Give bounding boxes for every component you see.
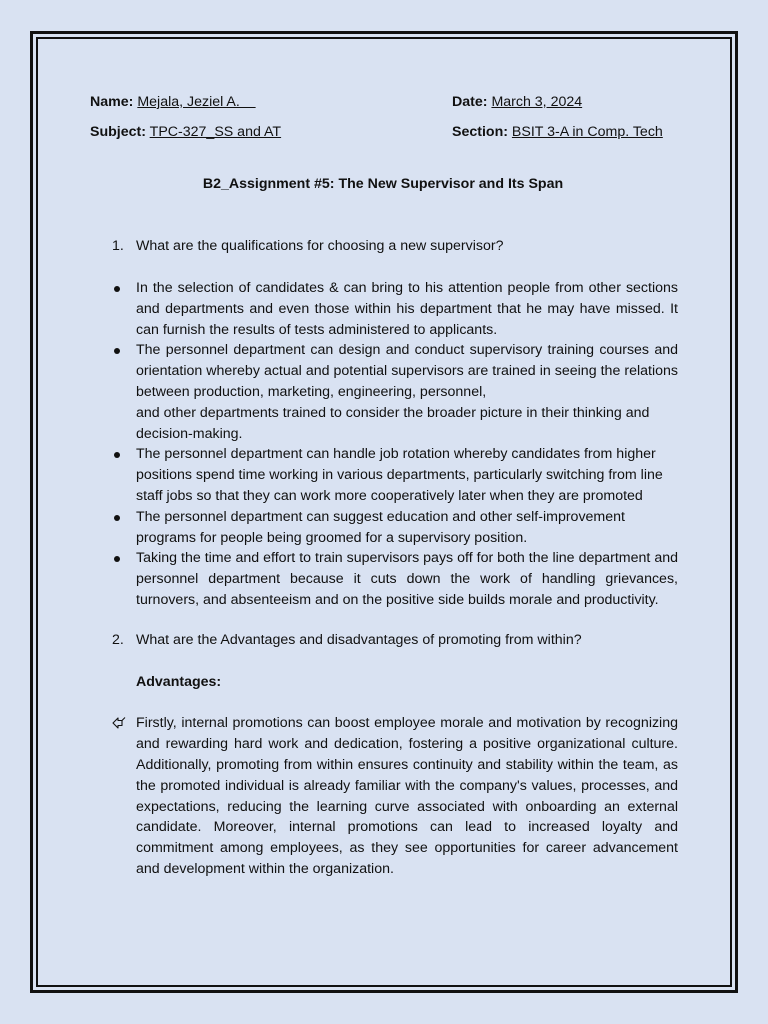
name-value: Mejala, Jeziel A. [137, 94, 256, 110]
subject-label: Subject: [90, 123, 146, 140]
list-item [90, 444, 678, 506]
question-1 [112, 236, 678, 257]
question-2-number: 2. [112, 631, 124, 648]
date-field [452, 92, 678, 113]
header-row-1 [90, 92, 678, 113]
list-item [90, 340, 678, 444]
list-item [90, 278, 678, 340]
list-item-text: The personnel department can handle job rotation whereby candidates from higher positions spend time working in various departments, particularly switching from line staff jobs so that they can work more cooperatively later when they are promoted [136, 446, 663, 504]
section-value: BSIT 3-A in Comp. Tech [511, 123, 663, 140]
name-field [90, 92, 452, 113]
list-item-text-continued: and other departments trained to consider the broader picture in their thinking and decision-making. [136, 404, 650, 442]
advantages-heading: Advantages: [136, 673, 222, 690]
arrow-bullet-icon [112, 715, 126, 729]
question-1-number: 1. [112, 238, 124, 255]
advantages-paragraph [90, 713, 678, 879]
list-item-text: In the selection of candidates & can bring to his attention people from other sections and departments and even those within his department that he may have missed. It can furnish the results of tests administered to applicants. [136, 279, 678, 338]
list-item-text: Taking the time and effort to train supervisors pays off for both the line department and personnel department because it cuts down the work of handling grievances, turnovers, and absenteeism and on the positive side builds morale and productivity. [136, 550, 678, 608]
header-row-2 [90, 122, 678, 143]
qualifications-list [90, 278, 678, 611]
subject-value: TPC-327_SS and AT [149, 123, 282, 140]
section-field [452, 122, 678, 143]
date-label: Date: [452, 94, 488, 110]
list-item [90, 548, 678, 610]
document-body [90, 92, 678, 880]
section-label: Section: [452, 123, 508, 140]
list-item [90, 507, 678, 549]
assignment-title: B2_Assignment #5: The New Supervisor and Its Span [202, 176, 564, 193]
question-2 [112, 630, 678, 651]
name-label: Name: [90, 94, 134, 110]
list-item-text: The personnel department can suggest education and other self-improvement programs for people being groomed for a supervisory position. [136, 508, 625, 546]
question-1-text: What are the qualifications for choosing a new supervisor? [136, 238, 504, 255]
list-item-text: The personnel department can design and conduct supervisory training courses and orientation whereby actual and potential supervisors are trained in seeing the relations between production, marketing, engineering, personnel, [136, 342, 678, 400]
advantages-text: Firstly, internal promotions can boost employee morale and motivation by recognizing and rewarding hard work and dedication, fostering a positive organizational culture. Additionally, promoting from within ensures continuity and stability within the team, as the promoted individual is already familiar with the company's values, processes, and expectations, reducing the learning curve associated with onboarding an external candidate. Moreover, internal promotions can lead to increased loyalty and commitment among employees, as they see opportunities for career advancement and development within the organization. [136, 715, 678, 877]
question-2-text: What are the Advantages and disadvantages of promoting from within? [136, 631, 582, 648]
subject-field [90, 122, 452, 143]
date-value: March 3, 2024 [491, 94, 583, 110]
